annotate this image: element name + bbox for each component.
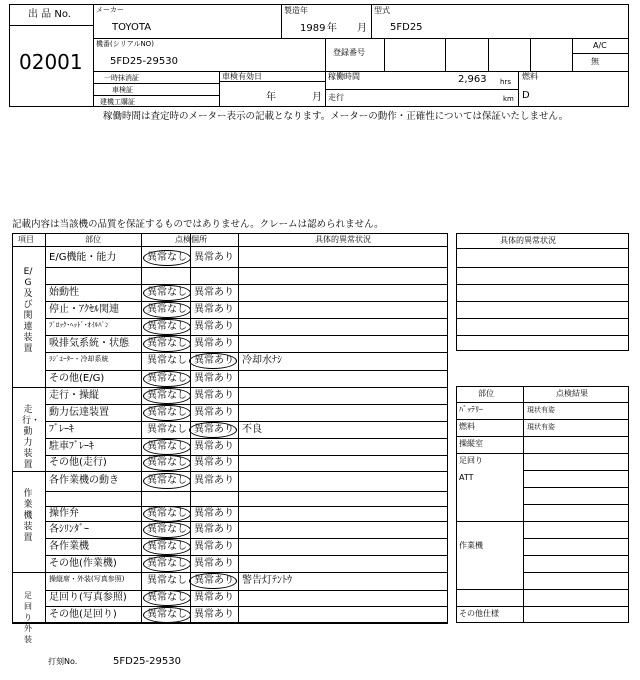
status-ok-text: 異常なし: [147, 424, 187, 435]
row-detail: 冷却水ﾅｼ: [242, 355, 282, 366]
status-ng-text: 異常あり: [194, 475, 234, 486]
divider: [93, 83, 219, 84]
divider: [445, 38, 446, 71]
row-part: 駐車ﾌﾞﾚｰｷ: [49, 441, 94, 452]
hours-note: 稼働時間は査定時のメーター表示の記載となります。メーターの動作・正確性については保証いたしません。: [103, 111, 569, 122]
stamp-label: 打刻No.: [48, 657, 78, 666]
status-ng-text: 異常あり: [194, 457, 234, 468]
row-part: 各ｼﾘﾝﾀﾞｰ: [49, 524, 89, 535]
month-unit: 月: [357, 23, 367, 34]
status-ng-text: 異常あり: [194, 575, 234, 586]
divider: [281, 4, 282, 38]
divider: [456, 606, 629, 607]
divider: [45, 538, 448, 539]
status-ok-text: 異常なし: [147, 287, 187, 298]
divider: [45, 335, 448, 336]
header-detail: 具体的異常状況: [315, 235, 371, 244]
result-row-part: ATT: [459, 473, 474, 482]
inspection-label: 車検有効日: [222, 72, 262, 81]
divider: [219, 71, 220, 107]
status-circle-mark: [143, 556, 191, 572]
status-ok-text: 異常なし: [147, 252, 187, 263]
status-circle-mark: [143, 539, 191, 555]
status-circle-mark: [143, 439, 191, 455]
status-ok-text: 異常なし: [147, 541, 187, 552]
divider: [325, 89, 518, 90]
result-header-result: 点検結果: [556, 389, 588, 398]
status-ng-text: 異常あり: [194, 508, 234, 519]
status-circle-mark: [189, 573, 237, 589]
maker-label: メーカー: [96, 6, 124, 14]
status-ok-text: 異常なし: [147, 390, 187, 401]
row-part: その他(足回り): [49, 609, 117, 620]
divider: [371, 4, 372, 38]
divider: [523, 538, 629, 539]
result-row-part: 操縦室: [459, 439, 483, 448]
status-ok-text: 異常なし: [147, 609, 187, 620]
divider: [12, 471, 448, 472]
divider: [93, 38, 629, 39]
status-ok-text: 異常なし: [147, 592, 187, 603]
divider: [12, 246, 448, 247]
row-detail: 警告灯ﾃﾝﾄｳ: [242, 575, 292, 586]
divider: [12, 572, 448, 573]
serial-value: 5FD25-29530: [110, 56, 178, 67]
inspection-month-unit: 月: [312, 92, 322, 103]
status-ng-text: 異常あり: [194, 304, 234, 315]
row-part: 停止・ｱｸｾﾙ関連: [49, 304, 119, 315]
year-unit: 年: [327, 23, 337, 34]
divider: [523, 572, 629, 573]
hours-unit: hrs: [500, 78, 511, 86]
stamp-value: 5FD25-29530: [113, 656, 181, 667]
divider: [488, 38, 489, 71]
maker-value: TOYOTA: [112, 22, 152, 33]
divider: [325, 38, 326, 71]
status-ng-text: 異常あり: [194, 609, 234, 620]
status-ok-text: 異常なし: [147, 441, 187, 452]
status-ok-text: 異常なし: [147, 575, 187, 586]
divider: [523, 487, 629, 488]
serial-label: 機番(シリアルNO): [96, 40, 154, 48]
row-part: 各作業機の動き: [49, 475, 119, 486]
divider: [219, 81, 325, 82]
divider: [456, 267, 629, 268]
status-circle-mark: [143, 250, 191, 266]
status-ng-text: 異常あり: [194, 252, 234, 263]
divider: [45, 233, 46, 623]
divider: [456, 318, 629, 319]
status-ng-text: 異常あり: [194, 441, 234, 452]
registration-label: 登録番号: [333, 48, 365, 57]
divider: [238, 233, 239, 623]
permit-label-2: 車検証: [112, 86, 133, 94]
divider: [456, 419, 629, 420]
right-detail-header: 具体的異常状況: [500, 236, 556, 245]
right-detail-frame: [456, 233, 629, 351]
divider: [93, 71, 629, 72]
row-part: 走行・操縦: [49, 390, 99, 401]
row-detail: 不良: [242, 424, 262, 435]
fuel-value: D: [522, 90, 530, 101]
row-part: その他(作業機): [49, 558, 117, 569]
status-circle-mark: [143, 285, 191, 301]
status-circle-mark: [143, 590, 191, 606]
divider: [456, 402, 629, 403]
divider: [456, 284, 629, 285]
row-part: その他(E/G): [49, 373, 105, 384]
divider: [45, 421, 448, 422]
header-part: 部位: [85, 235, 101, 244]
row-part: ﾗｼﾞｴｰﾀｰ・冷却系統: [49, 355, 109, 363]
status-ng-text: 異常あり: [194, 321, 234, 332]
row-part: 各作業機: [49, 541, 89, 552]
model-value: 5FD25: [390, 22, 423, 33]
row-part: ﾌﾞﾚｰｷ: [49, 424, 74, 435]
result-row-part: その他仕様: [459, 609, 499, 618]
status-ok-text: 異常なし: [147, 508, 187, 519]
year-value: 1989: [300, 23, 326, 34]
result-row-part: ﾊﾞｯﾃﾘｰ: [459, 405, 483, 414]
row-part: 操作弁: [49, 508, 79, 519]
status-ok-text: 異常なし: [147, 475, 187, 486]
status-circle-mark: [189, 422, 237, 438]
divider: [45, 284, 448, 285]
status-ng-text: 異常あり: [194, 373, 234, 384]
status-circle-mark: [143, 319, 191, 335]
status-ng-text: 異常あり: [194, 558, 234, 569]
hours-label: 稼働時間: [328, 72, 360, 81]
status-circle-mark: [189, 353, 237, 369]
divider: [141, 233, 142, 623]
result-row-part: 燃料: [459, 422, 475, 431]
row-part: その他(走行): [49, 457, 107, 468]
divider: [45, 506, 448, 507]
status-ng-text: 異常あり: [194, 424, 234, 435]
divider: [12, 387, 448, 388]
permit-label-1: 一時抹消証: [104, 74, 139, 82]
hours-value: 2,963: [458, 74, 487, 85]
divider: [93, 95, 219, 96]
status-ng-text: 異常あり: [194, 592, 234, 603]
divider: [456, 453, 629, 454]
divider: [12, 623, 448, 624]
inspection-year-unit: 年: [266, 92, 276, 103]
travel-label: 走行: [328, 93, 344, 102]
divider: [45, 455, 448, 456]
model-label: 型式: [374, 6, 390, 15]
result-row-value: 現状有姿: [527, 406, 555, 414]
divider: [45, 267, 448, 268]
divider: [523, 555, 629, 556]
divider: [45, 491, 448, 492]
divider: [93, 4, 94, 107]
result-row-part: 作業機: [459, 541, 483, 550]
divider: [45, 555, 448, 556]
group-label: 走行・動力装置: [22, 405, 41, 470]
lot-number: 02001: [19, 50, 83, 74]
status-ok-text: 異常なし: [147, 558, 187, 569]
divider: [9, 25, 93, 26]
group-label: E/G及び関連装置: [23, 267, 33, 354]
status-circle-mark: [143, 405, 191, 421]
status-ng-text: 異常あり: [194, 390, 234, 401]
group-label: 足回り外装: [24, 591, 32, 644]
result-header-part: 部位: [478, 389, 494, 398]
status-ng-text: 異常あり: [194, 355, 234, 366]
fuel-label: 燃料: [522, 72, 538, 81]
divider: [45, 318, 448, 319]
status-ok-text: 異常なし: [147, 338, 187, 349]
header-item: 項目: [18, 235, 34, 244]
row-part: 吸排気系統・状態: [49, 338, 129, 349]
status-ok-text: 異常なし: [147, 304, 187, 315]
header-check: 点検個所: [175, 235, 207, 244]
divider: [45, 606, 448, 607]
status-ng-text: 異常あり: [194, 524, 234, 535]
status-ng-text: 異常あり: [194, 338, 234, 349]
status-circle-mark: [143, 336, 191, 352]
row-part: 動力伝達装置: [49, 407, 109, 418]
year-label: 製造年: [284, 6, 308, 15]
status-ok-text: 異常なし: [147, 373, 187, 384]
disclaimer: 記載内容は当該機の品質を保証するものではありません。クレームは認められません。: [12, 219, 384, 230]
status-ok-text: 異常なし: [147, 321, 187, 332]
status-circle-mark: [143, 607, 191, 623]
status-circle-mark: [143, 388, 191, 404]
status-circle-mark: [143, 522, 191, 538]
divider: [384, 38, 385, 71]
status-ng-text: 異常あり: [194, 287, 234, 298]
divider: [572, 38, 573, 71]
row-part: E/G機能・能力: [49, 252, 117, 263]
result-row-part: 足回り: [459, 456, 483, 465]
result-row-value: 現状有姿: [527, 423, 555, 431]
divider: [45, 590, 448, 591]
divider: [523, 504, 629, 505]
divider: [45, 352, 448, 353]
ac-label: A/C: [593, 41, 607, 50]
row-part: 操縦席・外装(写真参照): [49, 575, 125, 583]
status-circle-mark: [143, 455, 191, 471]
lot-label: 出 品 No.: [28, 9, 71, 20]
divider: [45, 521, 448, 522]
status-ng-text: 異常あり: [194, 541, 234, 552]
ac-value: 無: [591, 57, 599, 66]
divider: [456, 589, 629, 590]
divider: [530, 38, 531, 71]
divider: [45, 404, 448, 405]
status-ok-text: 異常なし: [147, 407, 187, 418]
row-part: 始動性: [49, 287, 79, 298]
divider: [45, 370, 448, 371]
status-circle-mark: [143, 371, 191, 387]
divider: [518, 71, 519, 107]
divider: [456, 436, 629, 437]
row-part: ﾌﾞﾛｯｸ･ﾍｯﾄﾞ･ｵｲﾙﾊﾟﾝ: [49, 321, 109, 329]
status-ng-text: 異常あり: [194, 407, 234, 418]
group-label: 作業機装置: [23, 489, 33, 543]
status-ok-text: 異常なし: [147, 355, 187, 366]
divider: [456, 301, 629, 302]
status-circle-mark: [143, 302, 191, 318]
divider: [456, 335, 629, 336]
divider: [45, 438, 448, 439]
status-circle-mark: [143, 473, 191, 489]
status-circle-mark: [143, 506, 191, 522]
divider: [572, 53, 629, 54]
divider: [45, 301, 448, 302]
divider: [456, 521, 629, 522]
divider: [523, 470, 629, 471]
row-part: 足回り(写真参照): [49, 592, 127, 603]
travel-unit: km: [503, 95, 514, 103]
divider: [456, 248, 629, 249]
status-ok-text: 異常なし: [147, 524, 187, 535]
status-ok-text: 異常なし: [147, 457, 187, 468]
permit-label-3: 建機工購証: [100, 98, 135, 106]
